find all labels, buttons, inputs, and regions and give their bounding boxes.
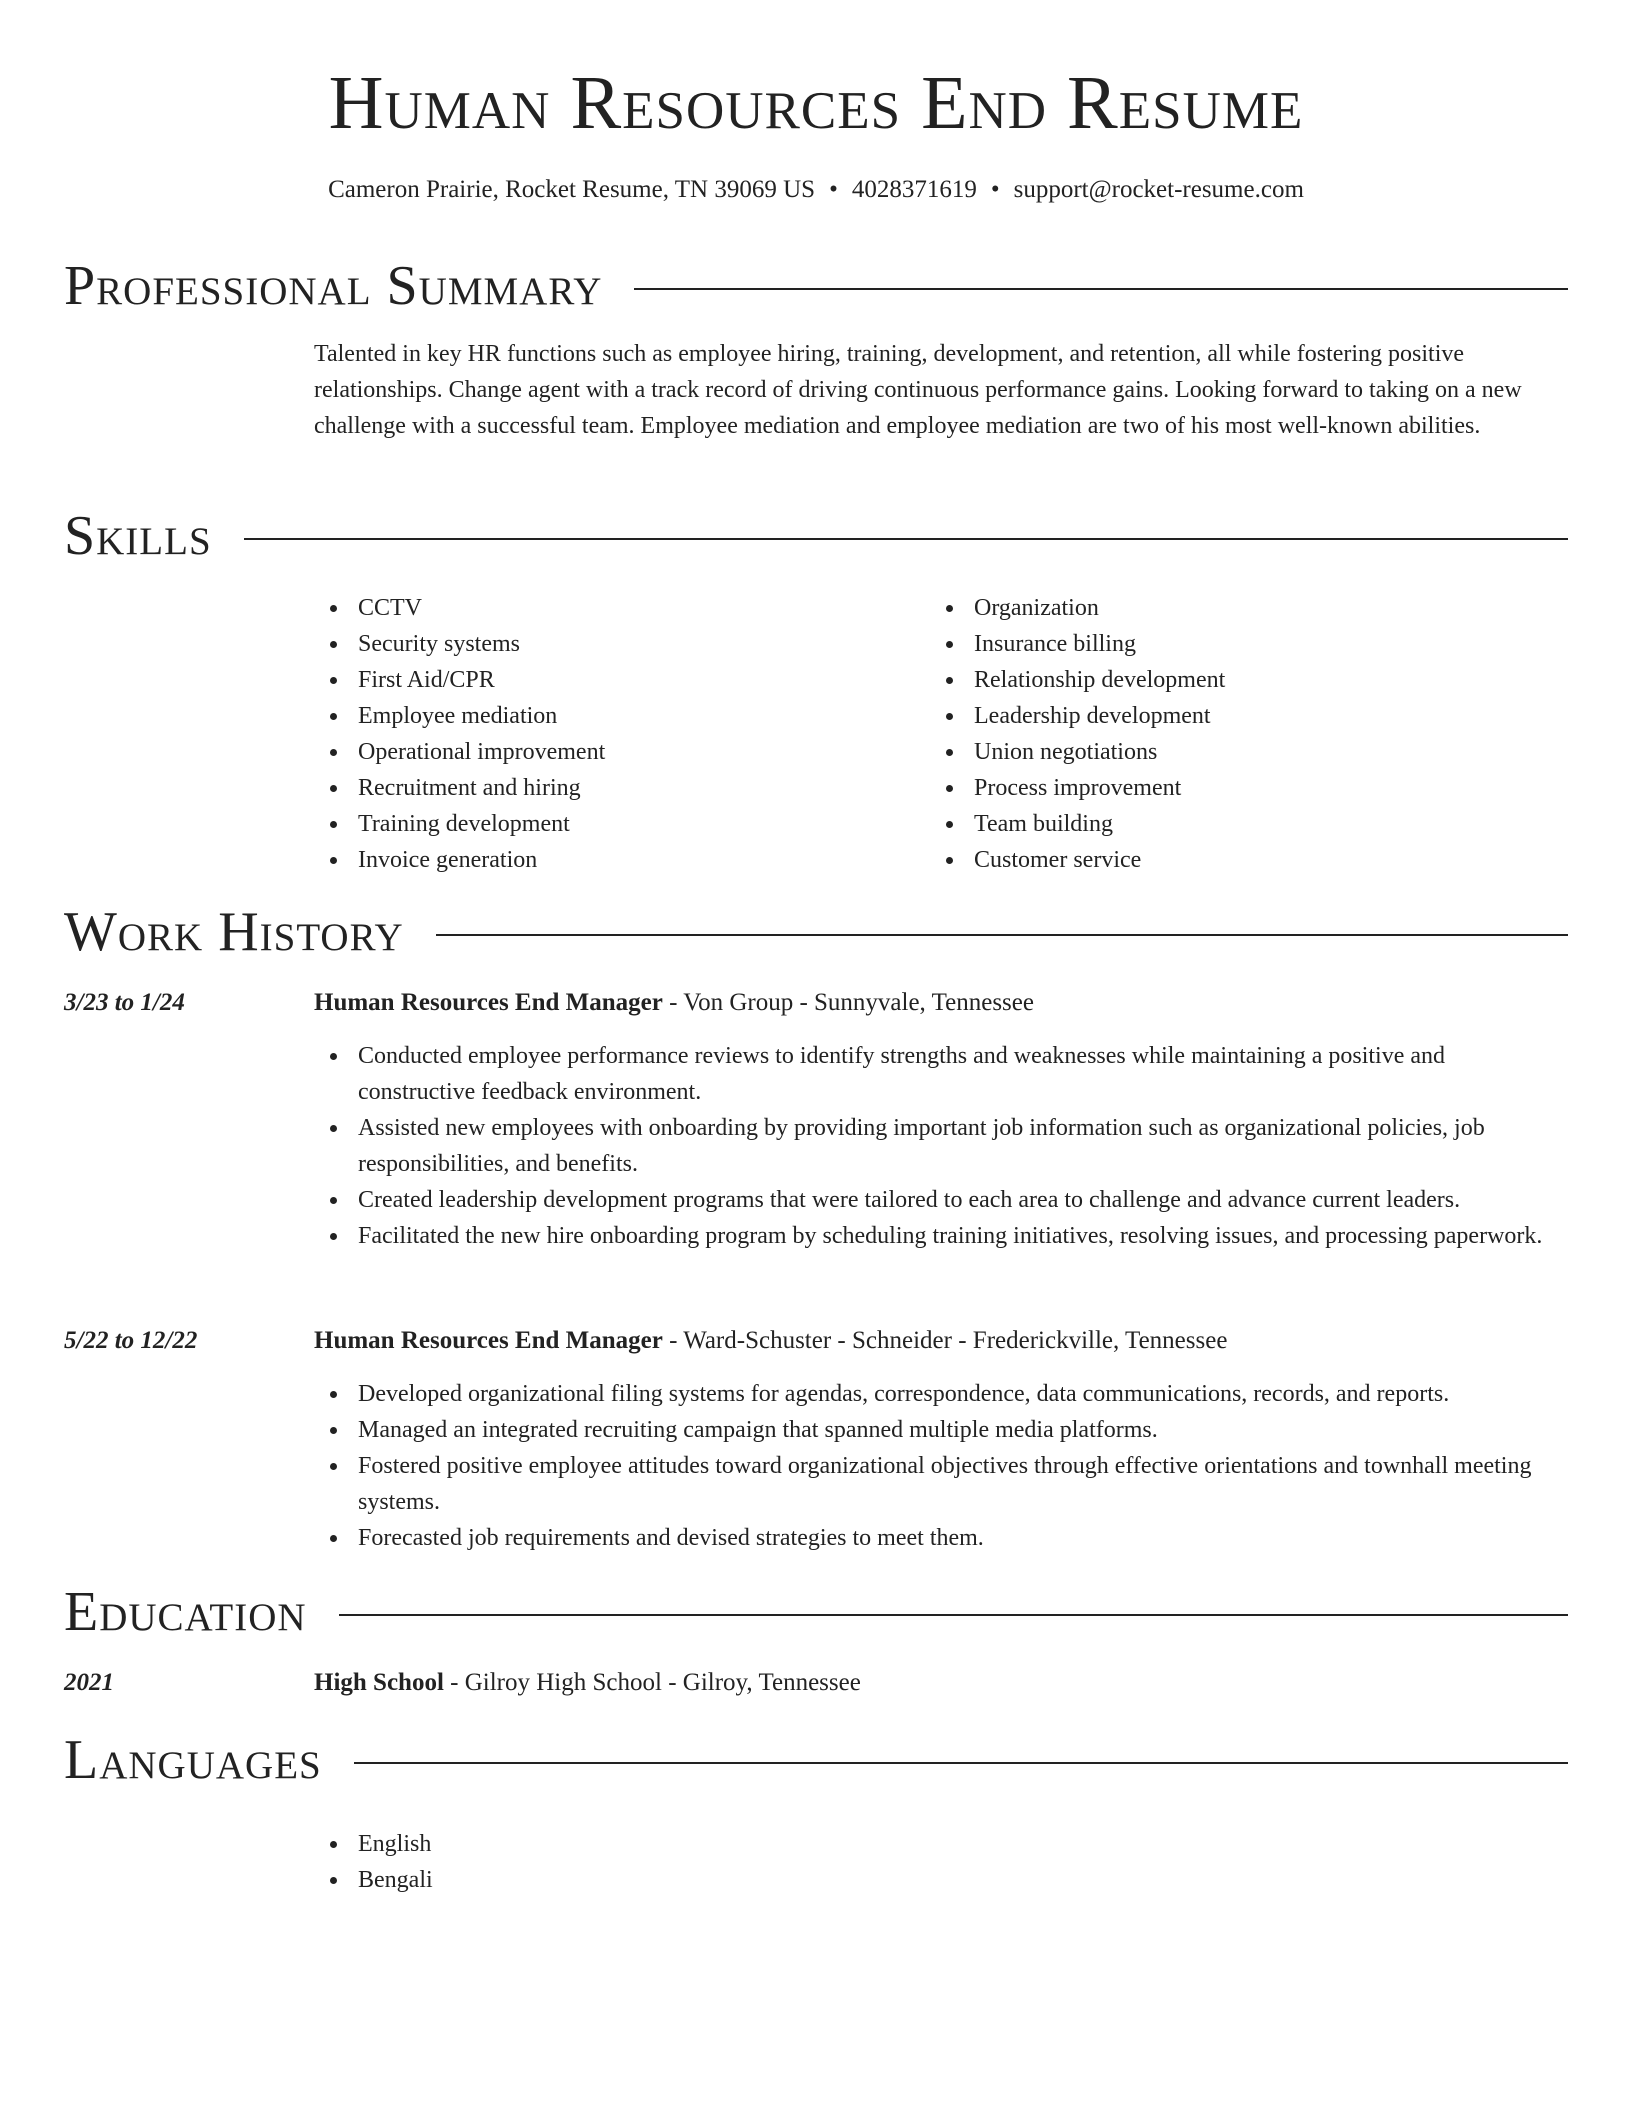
contact-separator: • [990,176,1000,203]
job-heading [314,1323,1227,1359]
skill-item: Union negotiations [930,734,1530,770]
skill-item: CCTV [314,590,874,626]
skill-item: Relationship development [930,662,1530,698]
skill-item: Team building [930,806,1530,842]
skill-item: Customer service [930,842,1530,878]
skill-item: Security systems [314,626,874,662]
job-bullet: Managed an integrated recruiting campaign that spanned multiple media platforms. [314,1412,1544,1448]
skill-item: Insurance billing [930,626,1530,662]
language-item: Bengali [314,1862,914,1898]
job-bullet: Developed organizational filing systems for agendas, correspondence, data communications, records, and reports. [314,1376,1544,1412]
summary-section-title: Professional Summary [64,255,603,317]
education-degree: High School [314,1669,444,1696]
skill-item: Process improvement [930,770,1530,806]
education-section-header [64,1580,1568,1644]
skill-item: Employee mediation [314,698,874,734]
skill-item: Organization [930,590,1530,626]
section-divider [339,1614,1568,1616]
skill-item: Invoice generation [314,842,874,878]
contact-email: support@rocket-resume.com [1013,176,1304,203]
job-bullet: Forecasted job requirements and devised strategies to meet them. [314,1520,1544,1556]
job-employer-location: - Von Group - Sunnyvale, Tennessee [662,989,1034,1016]
job-bullets [314,1376,1544,1556]
job-title: Human Resources End Manager [314,1327,663,1354]
skill-item: First Aid/CPR [314,662,874,698]
summary-text: Talented in key HR functions such as employee hiring, training, development, and retention, all while fostering positive relationships. Change agent with a track record of driving continuous performance gains. Looking forward to taking on a new challenge with a successful team. Employee mediation and employee mediation are two of his most well-known abilities. [314,341,1522,439]
education-heading [314,1665,861,1701]
skill-item: Training development [314,806,874,842]
languages-section-header [64,1728,1568,1792]
language-item: English [314,1826,914,1862]
job-employer-location: - Ward-Schuster - Schneider - Frederickville, Tennessee [662,1327,1228,1354]
contact-phone: 4028371619 [851,176,977,203]
section-divider [634,288,1568,290]
work-section-title: Work History [64,901,404,963]
contact-separator: • [829,176,838,203]
job-bullet: Assisted new employees with onboarding by providing important job information such as organizational policies, job responsibilities, and benefits. [314,1110,1544,1182]
skill-item: Operational improvement [314,734,874,770]
job-bullet: Fostered positive employee attitudes toward organizational objectives through effective orientations and townhall meeting systems. [314,1448,1544,1520]
job-bullet: Facilitated the new hire onboarding program by scheduling training initiatives, resolving issues, and processing paperwork. [314,1218,1544,1254]
resume-name: Human Resources End Resume [328,61,1304,145]
summary-section-header [64,254,1568,318]
skills-list-right [930,590,1530,878]
contact-address: Cameron Prairie, Rocket Resume, TN 39069 US [328,176,816,203]
education-school-location: - Gilroy High School - Gilroy, Tennessee [443,1669,861,1696]
job-dates: 3/23 to 1/24 [64,989,185,1016]
section-divider [436,934,1568,936]
work-section-header [64,900,1568,964]
job-bullet: Conducted employee performance reviews to identify strengths and weaknesses while maintaining a positive and constructive feedback environment. [314,1038,1544,1110]
skill-item: Recruitment and hiring [314,770,874,806]
languages-section-title: Languages [64,1729,322,1791]
skills-section-header [64,504,1568,568]
job-heading [314,985,1034,1021]
job-dates: 5/22 to 12/22 [64,1327,198,1354]
education-section-title: Education [64,1581,307,1643]
skills-section-title: Skills [64,505,212,567]
job-bullets [314,1038,1544,1254]
skill-item: Leadership development [930,698,1530,734]
skills-list-left [314,590,874,878]
section-divider [244,538,1568,540]
job-bullet: Created leadership development programs that were tailored to each area to challenge and advance current leaders. [314,1182,1544,1218]
job-title: Human Resources End Manager [314,989,663,1016]
section-divider [354,1762,1568,1764]
contact-line [0,172,1632,208]
languages-list [314,1826,914,1898]
education-year: 2021 [64,1669,114,1696]
